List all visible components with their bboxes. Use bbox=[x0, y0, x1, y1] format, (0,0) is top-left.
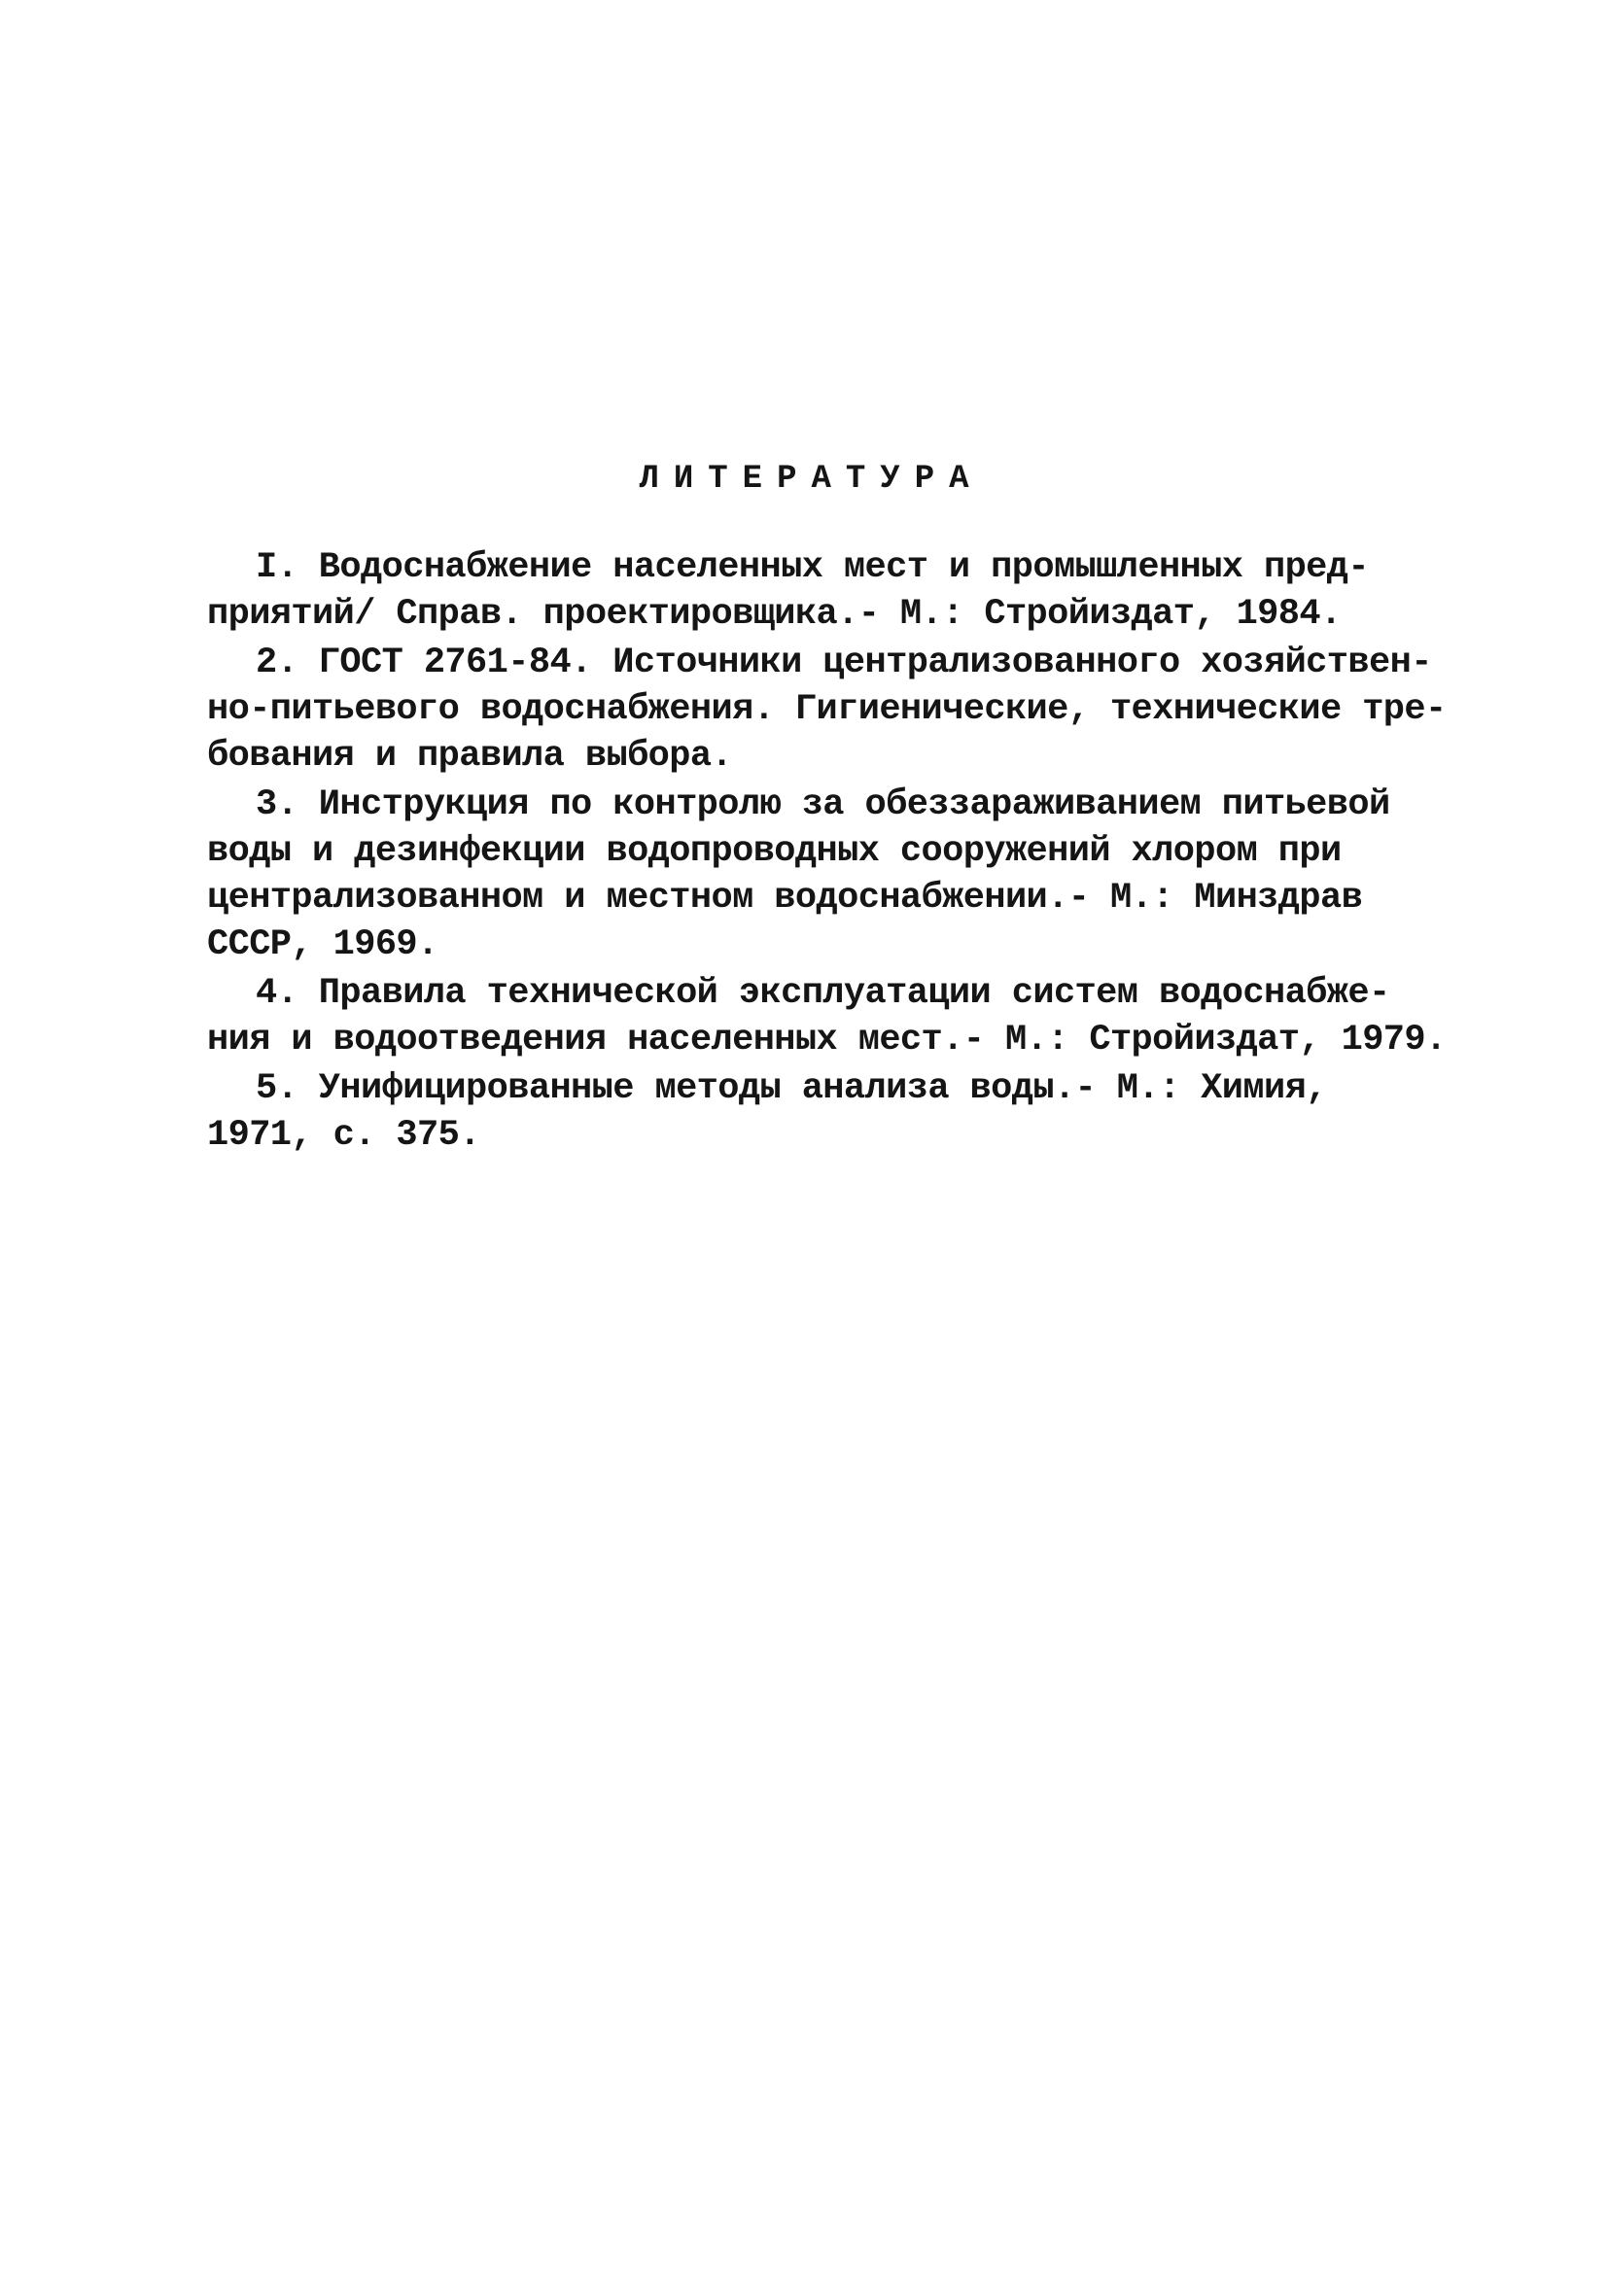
reference-line: но-питьевого водоснабжения. Гигиенические, технические тре- bbox=[207, 689, 1447, 730]
reference-item-4 bbox=[207, 970, 1447, 1063]
reference-list bbox=[207, 544, 1447, 1161]
page-title: ЛИТЕРАТУРА bbox=[639, 461, 984, 498]
reference-line: I. Водоснабжение населенных мест и промышленных пред- bbox=[256, 547, 1369, 588]
reference-line: бования и правила выбора. bbox=[207, 736, 733, 777]
reference-line: ния и водоотведения населенных мест.- М.: Стройиздат, 1979. bbox=[207, 1020, 1447, 1061]
reference-line: воды и дезинфекции водопроводных сооружений хлором при bbox=[207, 831, 1342, 872]
reference-line: 1971, с. 375. bbox=[207, 1115, 480, 1156]
reference-line: приятий/ Справ. проектировщика.- М.: Стройиздат, 1984. bbox=[207, 594, 1342, 635]
reference-item-3 bbox=[207, 782, 1413, 968]
reference-item-1 bbox=[207, 544, 1413, 638]
reference-item-5 bbox=[207, 1065, 1413, 1159]
reference-line: СССР, 1969. bbox=[207, 924, 438, 965]
reference-line: централизованном и местном водоснабжении.- М.: Минздрав bbox=[207, 878, 1363, 919]
reference-line: 3. Инструкция по контролю за обеззараживанием питьевой bbox=[256, 784, 1390, 825]
reference-line: 4. Правила технической эксплуатации систем водоснабже- bbox=[256, 973, 1390, 1014]
reference-line: 5. Унифицированные методы анализа воды.- М.: Химия, bbox=[256, 1068, 1327, 1109]
reference-item-2 bbox=[207, 640, 1447, 780]
reference-line: 2. ГОСТ 2761-84. Источники централизованного хозяйствен- bbox=[256, 643, 1432, 683]
